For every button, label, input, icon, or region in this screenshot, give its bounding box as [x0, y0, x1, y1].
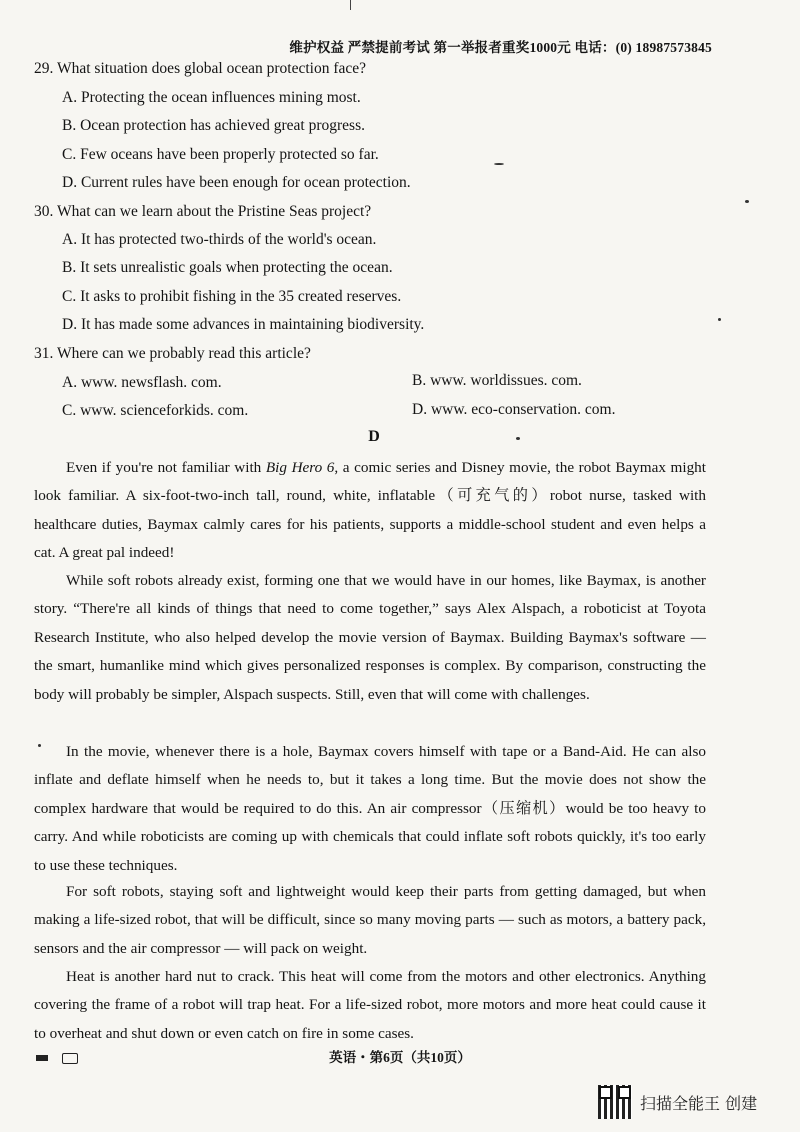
option-30-b: B. It sets unrealistic goals when protecting the ocean.	[62, 259, 393, 276]
question-30	[34, 203, 371, 221]
option-30-d: D. It has made some advances in maintaining biodiversity.	[62, 316, 425, 333]
scan-speck	[38, 744, 41, 747]
option-30-c: C. It asks to prohibit fishing in the 35 created reserves.	[62, 288, 402, 305]
watermark-text: 扫描全能王 创建	[640, 1093, 758, 1113]
option-31-d: D. www. eco-conservation. com.	[412, 401, 616, 418]
top-mark	[350, 0, 351, 10]
question-text: Where can we probably read this article?	[56, 345, 311, 362]
movie-title: Big Hero 6	[265, 459, 335, 476]
question-number: 31.	[34, 345, 54, 362]
question-text: What can we learn about the Pristine Seas project?	[56, 203, 372, 220]
passage-paragraph-4: For soft robots, staying soft and lightweight would keep their parts from getting damaged, but when making a life-sized robot, that will be difficult, since so many moving parts — such as motors, a battery pack, sensors and the air compressor — will pack on weight.	[34, 883, 706, 957]
scan-speck	[718, 318, 721, 321]
scan-speck	[494, 163, 504, 165]
passage-paragraph-3: In the movie, whenever there is a hole, Baymax covers himself with tape or a Band-Aid. He can also inflate and deflate himself when he needs to, but it takes a long time. But the movie does not show the complex hardware that would be required to do this. An air compressor（压缩机）would be too heavy to carry. And while roboticists are coming up with chemicals that could inflate soft robots quickly, it's too early to use these techniques.	[34, 743, 706, 874]
option-29-c: C. Few oceans have been properly protected so far.	[62, 146, 379, 163]
question-number: 29.	[34, 60, 54, 77]
question-31	[34, 345, 311, 363]
option-31-a: A. www. newsflash. com.	[62, 374, 222, 391]
section-heading: D	[368, 428, 380, 445]
passage-paragraph-5: Heat is another hard nut to crack. This heat will come from the motors and other electronics. Anything covering the frame of a robot will trap heat. For a life-sized robot, more motors and more heat could cause it to overheat and shut down or even catch on fire in some cases.	[34, 968, 706, 1042]
question-number: 30.	[34, 203, 54, 220]
scanner-watermark	[598, 1085, 757, 1119]
scan-speck	[516, 437, 520, 440]
question-29	[34, 60, 366, 78]
page-header: 维护权益 严禁提前考试 第一举报者重奖1000元 电话：(0) 18987573845	[289, 40, 712, 55]
passage-paragraph-1: Even if you're not familiar with Big Hero 6, a comic series and Disney movie, the robot Baymax might look familiar. A six-foot-two-inch tall, round, white, inflatable（可充气的）robot nurse, tasked with healthcare duties, Baymax calmly cares for his patients, supports a middle-school student and even helps a cat. A great pal indeed!	[34, 459, 706, 562]
option-30-a: A. It has protected two-thirds of the world's ocean.	[62, 231, 377, 248]
question-text: What situation does global ocean protection face?	[56, 60, 367, 77]
qr-code-icon	[598, 1085, 632, 1119]
option-31-b: B. www. worldissues. com.	[412, 372, 582, 389]
page-number: 英语・第6页（共10页）	[329, 1050, 471, 1065]
option-29-a: A. Protecting the ocean influences mining most.	[62, 89, 361, 106]
scan-speck	[745, 200, 749, 203]
option-29-b: B. Ocean protection has achieved great progress.	[62, 117, 365, 134]
option-29-d: D. Current rules have been enough for ocean protection.	[62, 174, 411, 191]
passage-paragraph-2: While soft robots already exist, forming one that we would have in our homes, like Baymax, is another story. “There're all kinds of things that need to come together,” says Alex Alspach, a roboticist at Toyota Research Institute, who also helped develop the movie version of Baymax. Building Baymax's software — the smart, humanlike mind which gives personalized responses is complex. By comparison, constructing the body will probably be simpler, Alspach suspects. Still, even that will come with challenges.	[34, 572, 706, 703]
option-31-c: C. www. scienceforkids. com.	[62, 402, 249, 419]
